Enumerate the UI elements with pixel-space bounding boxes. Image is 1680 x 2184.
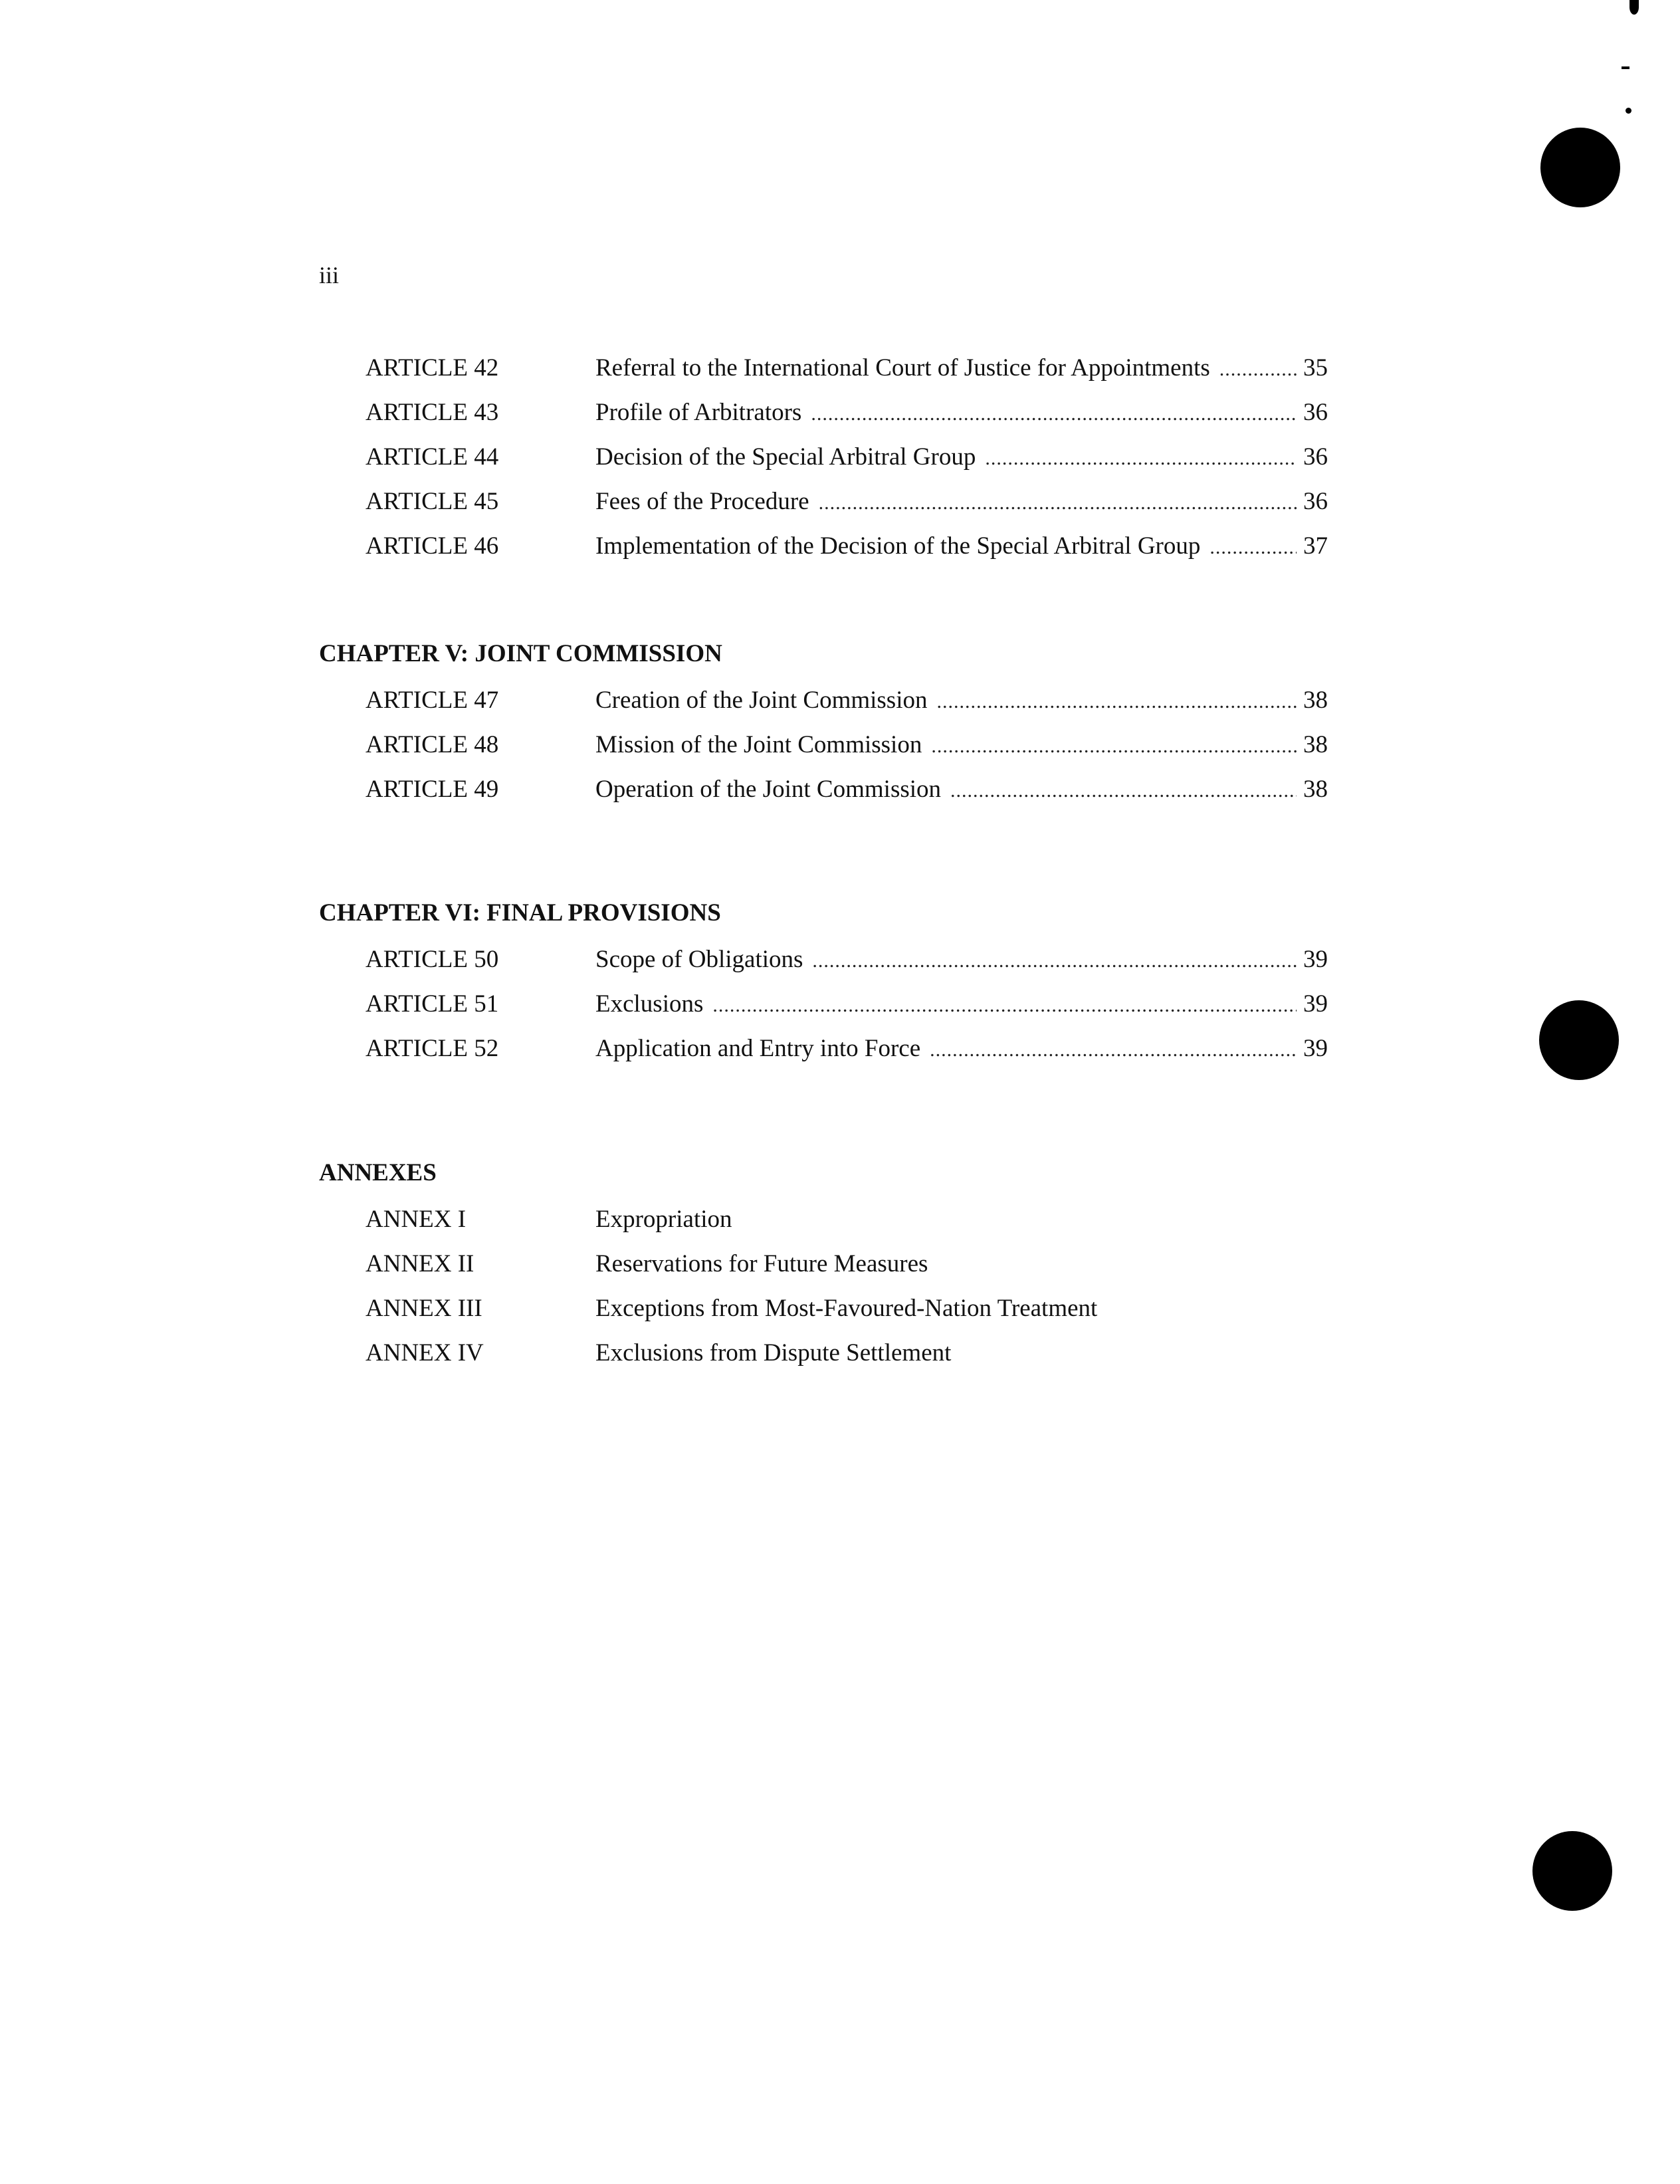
toc-leader-dots <box>811 398 1297 430</box>
toc-leader-dots <box>1209 532 1297 564</box>
toc-entry-title: Profile of Arbitrators <box>595 399 802 426</box>
toc-entry-label: ARTICLE 44 <box>366 443 499 471</box>
annex-title: Exclusions from Dispute Settlement <box>595 1339 952 1366</box>
punch-hole-middle <box>1539 1000 1619 1080</box>
toc-entry <box>319 530 1342 575</box>
annex-entry <box>319 1248 1342 1293</box>
toc-leader-dots <box>936 686 1297 718</box>
toc-leader-dots <box>985 443 1297 475</box>
toc-entry-title: Exclusions <box>595 990 704 1018</box>
annex-title: Expropriation <box>595 1206 732 1233</box>
toc-entry-label: ARTICLE 46 <box>366 532 499 560</box>
punch-hole-top <box>1540 128 1620 207</box>
toc-entry <box>319 397 1342 441</box>
toc-entry-label: ARTICLE 49 <box>366 776 499 803</box>
toc-entry-label: ARTICLE 50 <box>366 946 499 973</box>
toc-entry <box>319 685 1342 729</box>
toc-entry-title: Creation of the Joint Commission <box>595 687 928 714</box>
toc-entry-title: Mission of the Joint Commission <box>595 731 922 758</box>
toc-entry <box>319 944 1342 988</box>
toc-entry-page: 36 <box>1303 488 1328 515</box>
toc-entry-title: Operation of the Joint Commission <box>595 776 942 803</box>
toc-entry <box>319 486 1342 530</box>
toc-leader-dots <box>931 730 1297 762</box>
toc-entry <box>319 441 1342 486</box>
toc-entry-page: 36 <box>1303 399 1328 426</box>
toc-entry-label: ARTICLE 48 <box>366 731 499 758</box>
annexes-heading: ANNEXES <box>319 1159 437 1186</box>
annex-entry <box>319 1337 1342 1382</box>
toc-entry-label: ARTICLE 43 <box>366 399 499 426</box>
toc-entry-page: 37 <box>1303 532 1328 560</box>
toc-leader-dots <box>819 487 1297 519</box>
toc-entry <box>319 1033 1342 1077</box>
toc-section-annexes <box>319 1157 1342 1382</box>
toc-entry-title: Decision of the Special Arbitral Group <box>595 443 976 471</box>
toc-entry <box>319 352 1342 397</box>
toc-leader-dots <box>950 775 1297 807</box>
toc-entry-page: 39 <box>1303 990 1328 1018</box>
toc-section-chapter-vi <box>319 897 1342 1077</box>
toc-entry <box>319 729 1342 774</box>
toc-entry-title: Scope of Obligations <box>595 946 803 973</box>
annex-title: Reservations for Future Measures <box>595 1250 928 1277</box>
toc-entry-page: 38 <box>1303 687 1328 714</box>
scan-speck <box>1629 0 1639 15</box>
toc-entry-page: 38 <box>1303 776 1328 803</box>
toc-leader-dots <box>712 990 1297 1022</box>
annex-entry <box>319 1204 1342 1248</box>
page-number: iii <box>319 262 340 288</box>
toc-entry-page: 39 <box>1303 1035 1328 1062</box>
toc-entry-label: ARTICLE 45 <box>366 488 499 515</box>
toc-entry-page: 36 <box>1303 443 1328 471</box>
toc-entry-page: 38 <box>1303 731 1328 758</box>
toc-entry-title: Application and Entry into Force <box>595 1035 921 1062</box>
annex-label: ANNEX IV <box>366 1339 484 1366</box>
annex-label: ANNEX I <box>366 1206 467 1233</box>
annex-label: ANNEX II <box>366 1250 474 1277</box>
toc-entry-title: Fees of the Procedure <box>595 488 809 515</box>
toc-section-chapter-v <box>319 638 1342 818</box>
toc-entry-label: ARTICLE 52 <box>366 1035 499 1062</box>
toc-entry-label: ARTICLE 51 <box>366 990 499 1018</box>
scan-speck <box>1622 66 1629 69</box>
toc-entry-page: 39 <box>1303 946 1328 973</box>
annex-label: ANNEX III <box>366 1295 482 1322</box>
annex-entry <box>319 1293 1342 1337</box>
toc-entry-label: ARTICLE 42 <box>366 354 499 382</box>
toc-entry <box>319 988 1342 1033</box>
toc-entry-title: Implementation of the Decision of the Special Arbitral Group <box>595 532 1201 560</box>
toc-leader-dots <box>812 945 1297 977</box>
toc-section-articles-42-46 <box>319 352 1342 575</box>
scan-speck <box>1626 108 1631 114</box>
toc-entry-label: ARTICLE 47 <box>366 687 499 714</box>
chapter-heading: CHAPTER V: JOINT COMMISSION <box>319 640 722 667</box>
annex-title: Exceptions from Most-Favoured-Nation Treatment <box>595 1295 1098 1322</box>
toc-entry-page: 35 <box>1303 354 1328 382</box>
toc-leader-dots <box>1219 354 1297 385</box>
punch-hole-bottom <box>1532 1831 1612 1911</box>
chapter-heading: CHAPTER VI: FINAL PROVISIONS <box>319 899 721 927</box>
toc-entry <box>319 774 1342 818</box>
toc-entry-title: Referral to the International Court of Justice for Appointments <box>595 354 1210 382</box>
toc-leader-dots <box>930 1034 1297 1066</box>
